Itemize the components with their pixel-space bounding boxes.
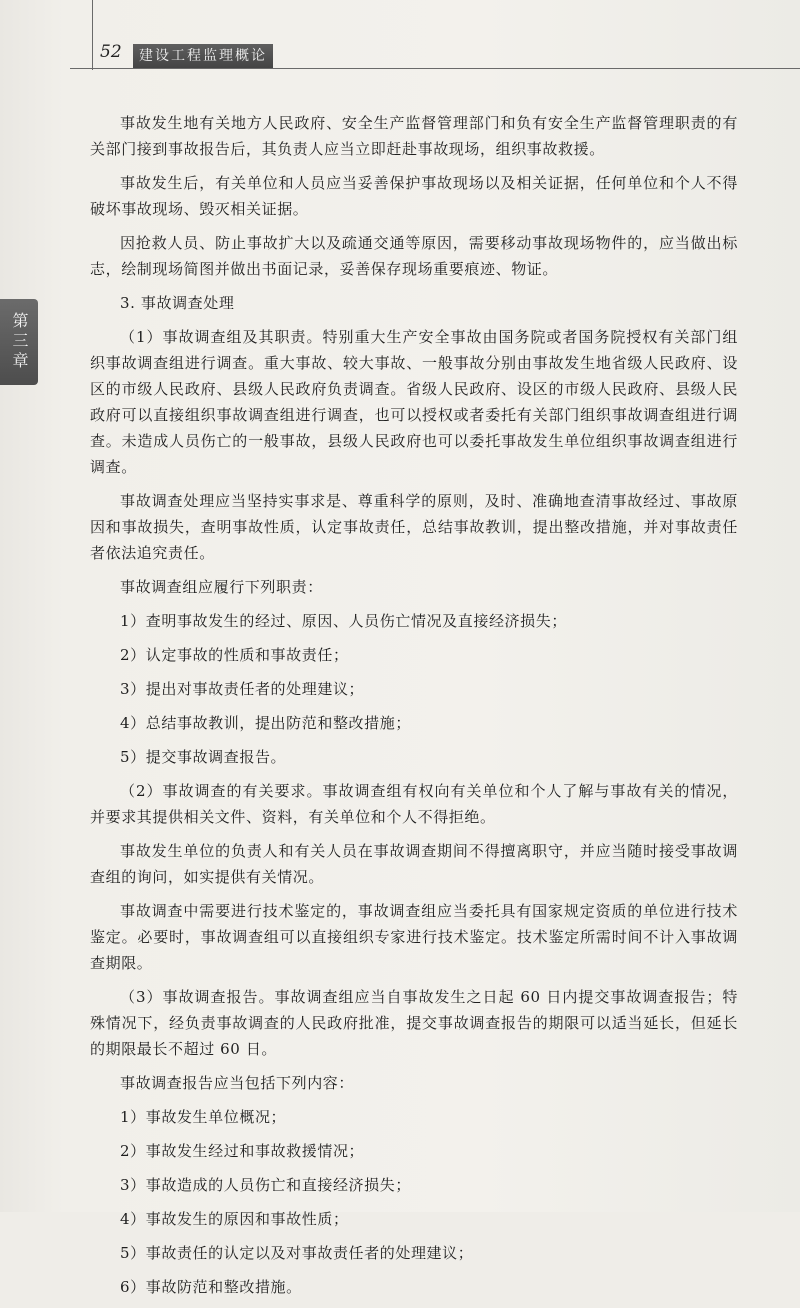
list-item: 4）总结事故教训，提出防范和整改措施； xyxy=(120,714,411,732)
list-item: 2）认定事故的性质和事故责任； xyxy=(120,646,349,664)
list-item: 3）事故造成的人员伤亡和直接经济损失； xyxy=(120,1176,411,1194)
paragraph: 事故发生地有关地方人民政府、安全生产监督管理部门和负有安全生产监督管理职责的有关部门接到事故报告后，其负责人应当立即赶赴事故现场，组织事故救援。 xyxy=(90,114,738,158)
list-item: 5）提交事故调查报告。 xyxy=(120,748,287,766)
header-vertical-rule xyxy=(92,0,93,70)
list-item: 2）事故发生经过和事故救援情况； xyxy=(120,1142,365,1160)
list-item: 4）事故发生的原因和事故性质； xyxy=(120,1210,349,1228)
book-title: 建设工程监理概论 xyxy=(133,44,273,68)
chapter-tab: 第三章 xyxy=(0,299,38,385)
paragraph: 事故发生后，有关单位和人员应当妥善保护事故现场以及相关证据，任何单位和个人不得破坏事故现场、毁灭相关证据。 xyxy=(90,174,738,218)
list-item: 1）事故发生单位概况； xyxy=(120,1108,287,1126)
paragraph: 事故发生单位的负责人和有关人员在事故调查期间不得擅离职守，并应当随时接受事故调查组的询问，如实提供有关情况。 xyxy=(90,842,738,886)
page-number: 52 xyxy=(100,42,122,62)
list-item: 3）提出对事故责任者的处理建议； xyxy=(120,680,365,698)
paragraph: （3）事故调查报告。事故调查组应当自事故发生之日起 60 日内提交事故调查报告；特殊情况下，经负责事故调查的人民政府批准，提交事故调查报告的期限可以适当延长，但延长的期限最长不超过 60 日。 xyxy=(90,988,738,1058)
paragraph: 因抢救人员、防止事故扩大以及疏通交通等原因，需要移动事故现场物件的，应当做出标志，绘制现场简图并做出书面记录，妥善保存现场重要痕迹、物证。 xyxy=(90,234,738,278)
section-heading: 3. 事故调查处理 xyxy=(120,294,235,312)
header-horizontal-rule xyxy=(70,68,800,69)
paragraph: 事故调查中需要进行技术鉴定的，事故调查组应当委托具有国家规定资质的单位进行技术鉴定。必要时，事故调查组可以直接组织专家进行技术鉴定。技术鉴定所需时间不计入事故调查期限。 xyxy=(90,902,738,972)
list-item: 1）查明事故发生的经过、原因、人员伤亡情况及直接经济损失； xyxy=(120,612,567,630)
paragraph: （1）事故调查组及其职责。特别重大生产安全事故由国务院或者国务院授权有关部门组织事故调查组进行调查。重大事故、较大事故、一般事故分别由事故发生地省级人民政府、设区的市级人民政府、县级人民政府负责调查。省级人民政府、设区的市级人民政府、县级人民政府可以直接组织事故调查组进行调查，也可以授权或者委托有关部门组织事故调查组进行调查。未造成人员伤亡的一般事故，县级人民政府也可以委托事故发生单位组织事故调查组进行调查。 xyxy=(90,328,738,476)
paragraph: 事故调查报告应当包括下列内容： xyxy=(120,1074,355,1092)
page-body xyxy=(90,110,738,1308)
paragraph: 事故调查组应履行下列职责： xyxy=(120,578,323,596)
paragraph: （2）事故调查的有关要求。事故调查组有权向有关单位和个人了解与事故有关的情况，并要求其提供相关文件、资料，有关单位和个人不得拒绝。 xyxy=(90,782,738,826)
paragraph: 事故调查处理应当坚持实事求是、尊重科学的原则，及时、准确地查清事故经过、事故原因和事故损失，查明事故性质，认定事故责任，总结事故教训，提出整改措施，并对事故责任者依法追究责任。 xyxy=(90,492,738,562)
list-item: 5）事故责任的认定以及对事故责任者的处理建议； xyxy=(120,1244,474,1262)
list-item: 6）事故防范和整改措施。 xyxy=(120,1278,302,1296)
